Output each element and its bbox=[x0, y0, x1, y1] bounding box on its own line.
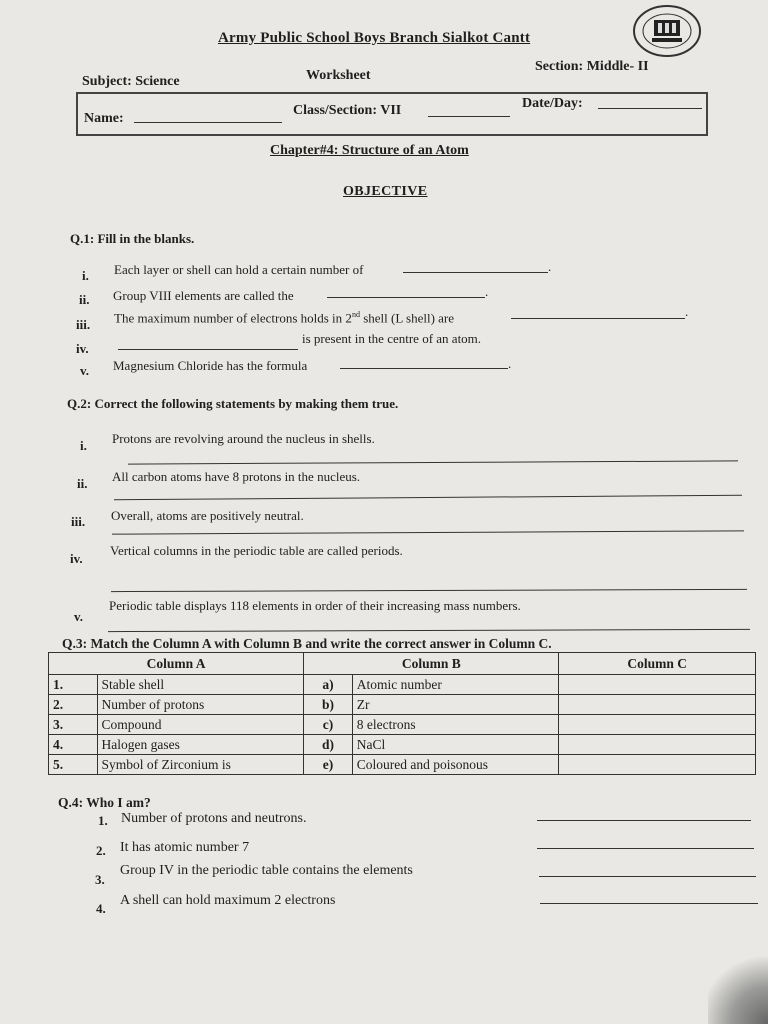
school-name: Army Public School Boys Branch Sialkot Cantt bbox=[218, 30, 531, 46]
column-a-cell: Compound bbox=[97, 715, 304, 735]
column-b-cell: Coloured and poisonous bbox=[352, 755, 559, 775]
column-b-header: Column B bbox=[304, 653, 559, 675]
q1-item-text: is present in the centre of an atom. bbox=[302, 331, 482, 346]
photo-shadow bbox=[708, 954, 768, 1024]
q2-item-num: iii. bbox=[71, 514, 86, 529]
q2-answer-line[interactable] bbox=[128, 460, 738, 464]
q4-answer-line[interactable] bbox=[537, 820, 751, 821]
worksheet-label: Worksheet bbox=[306, 68, 371, 83]
q4-item-text: Number of protons and neutrons. bbox=[121, 811, 307, 826]
table-row bbox=[49, 695, 756, 715]
table-row bbox=[49, 735, 756, 755]
q1-item-text: Magnesium Chloride has the formula bbox=[113, 358, 308, 373]
table-row bbox=[49, 715, 756, 735]
row-letter: d) bbox=[304, 735, 353, 755]
q1-blank[interactable] bbox=[327, 297, 485, 298]
column-c-answer[interactable] bbox=[559, 755, 756, 775]
column-a-cell: Stable shell bbox=[97, 675, 304, 695]
q4-item-num: 1. bbox=[98, 813, 108, 828]
name-field[interactable] bbox=[134, 122, 282, 123]
column-a-cell: Number of protons bbox=[97, 695, 304, 715]
date-label: Date/Day: bbox=[522, 96, 583, 111]
q2-item-num: v. bbox=[74, 609, 84, 624]
row-letter: c) bbox=[304, 715, 353, 735]
row-letter: b) bbox=[304, 695, 353, 715]
objective-heading: OBJECTIVE bbox=[343, 184, 428, 199]
q1-item-num: ii. bbox=[79, 292, 90, 307]
q4-answer-line[interactable] bbox=[539, 876, 756, 877]
q4-item-text: A shell can hold maximum 2 electrons bbox=[120, 893, 336, 908]
row-number: 4. bbox=[49, 735, 98, 755]
name-label: Name: bbox=[84, 111, 124, 126]
q2-item-text: Vertical columns in the periodic table are called periods. bbox=[110, 543, 403, 558]
table-header-row bbox=[49, 653, 756, 675]
q2-answer-line[interactable] bbox=[108, 629, 750, 632]
q1-item-text: The maximum number of electrons holds in 2nd shell (L shell) are bbox=[114, 310, 455, 326]
q4-item-text: Group IV in the periodic table contains the elements bbox=[120, 863, 413, 878]
subject-label: Subject: Science bbox=[82, 74, 180, 89]
table-row bbox=[49, 755, 756, 775]
school-logo bbox=[632, 4, 702, 58]
column-a-cell: Halogen gases bbox=[97, 735, 304, 755]
column-a-header: Column A bbox=[49, 653, 304, 675]
row-number: 5. bbox=[49, 755, 98, 775]
column-c-answer[interactable] bbox=[559, 735, 756, 755]
q2-item-text: Periodic table displays 118 elements in order of their increasing mass numbers. bbox=[109, 598, 521, 613]
q2-answer-line[interactable] bbox=[111, 589, 747, 592]
q1-item-num: iii. bbox=[76, 317, 91, 332]
row-letter: e) bbox=[304, 755, 353, 775]
q2-item-num: iv. bbox=[70, 551, 83, 566]
class-field[interactable] bbox=[428, 116, 510, 117]
column-b-cell: 8 electrons bbox=[352, 715, 559, 735]
class-label: Class/Section: VII bbox=[293, 103, 402, 118]
q2-item-num: ii. bbox=[77, 476, 88, 491]
q2-item-num: i. bbox=[80, 438, 87, 453]
chapter-title: Chapter#4: Structure of an Atom bbox=[270, 143, 469, 158]
q1-item-end: . bbox=[685, 304, 689, 319]
column-b-cell: Atomic number bbox=[352, 675, 559, 695]
q1-item-num: iv. bbox=[76, 341, 89, 356]
q2-item-text: Protons are revolving around the nucleus in shells. bbox=[112, 431, 375, 446]
row-letter: a) bbox=[304, 675, 353, 695]
q1-item-end: . bbox=[548, 259, 552, 274]
q1-blank[interactable] bbox=[403, 272, 548, 273]
q2-item-text: All carbon atoms have 8 protons in the nucleus. bbox=[112, 469, 361, 484]
q1-blank[interactable] bbox=[340, 368, 508, 369]
q3-heading: Q.3: Match the Column A with Column B and write the correct answer in Column C. bbox=[62, 636, 552, 651]
column-b-cell: Zr bbox=[352, 695, 559, 715]
column-c-answer[interactable] bbox=[559, 675, 756, 695]
column-a-cell: Symbol of Zirconium is bbox=[97, 755, 304, 775]
q4-answer-line[interactable] bbox=[540, 903, 758, 904]
table-row bbox=[49, 675, 756, 695]
column-b-cell: NaCl bbox=[352, 735, 559, 755]
q1-item-end: . bbox=[485, 284, 489, 299]
q4-heading: Q.4: Who I am? bbox=[58, 795, 151, 810]
q2-answer-line[interactable] bbox=[112, 530, 744, 534]
q2-heading: Q.2: Correct the following statements by making them true. bbox=[67, 396, 399, 411]
q2-answer-line[interactable] bbox=[114, 495, 742, 500]
column-c-answer[interactable] bbox=[559, 695, 756, 715]
q1-item-num: v. bbox=[80, 363, 90, 378]
q1-item-end: . bbox=[508, 356, 512, 371]
q4-item-num: 3. bbox=[95, 872, 105, 887]
q4-item-num: 2. bbox=[96, 843, 106, 858]
q4-answer-line[interactable] bbox=[537, 848, 754, 849]
row-number: 2. bbox=[49, 695, 98, 715]
q1-blank[interactable] bbox=[511, 318, 685, 319]
q1-heading: Q.1: Fill in the blanks. bbox=[70, 231, 195, 246]
section-label: Section: Middle- II bbox=[535, 59, 649, 74]
q4-item-text: It has atomic number 7 bbox=[120, 840, 250, 855]
row-number: 1. bbox=[49, 675, 98, 695]
q1-item-text: Each layer or shell can hold a certain number of bbox=[114, 262, 364, 277]
match-table bbox=[48, 652, 756, 775]
column-c-header: Column C bbox=[559, 653, 756, 675]
date-field[interactable] bbox=[598, 108, 702, 109]
q1-item-num: i. bbox=[82, 268, 89, 283]
q4-item-num: 4. bbox=[96, 901, 106, 916]
q1-item-text: Group VIII elements are called the bbox=[113, 288, 294, 303]
column-c-answer[interactable] bbox=[559, 715, 756, 735]
q1-blank[interactable] bbox=[118, 349, 298, 350]
row-number: 3. bbox=[49, 715, 98, 735]
q2-item-text: Overall, atoms are positively neutral. bbox=[111, 508, 304, 523]
